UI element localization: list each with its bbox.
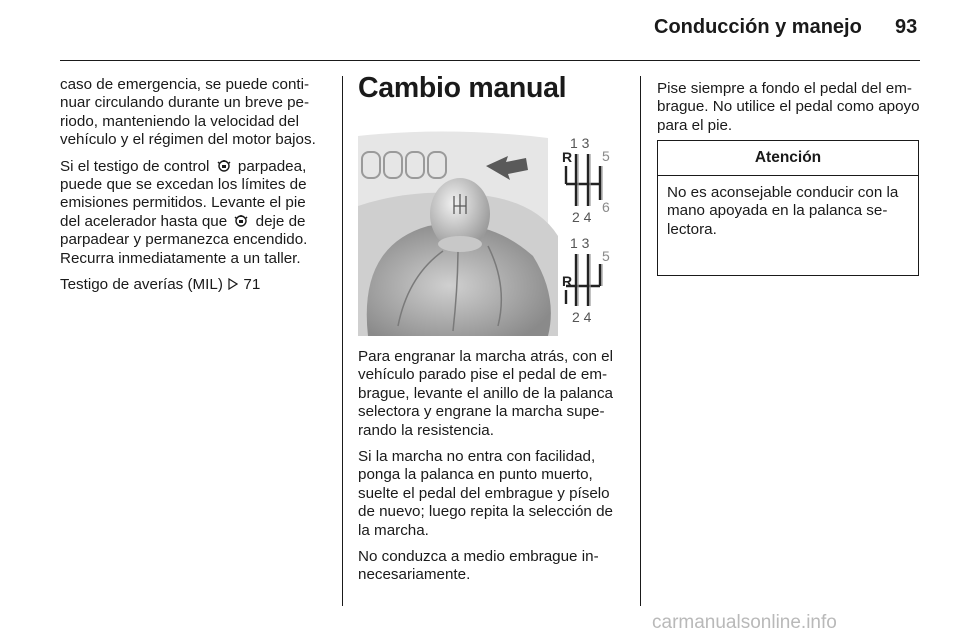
page-reference-arrow-icon [228,278,238,290]
paragraph: Si la marcha no entra con facilidad, ponga la palanca en punto muerto, suelte el pedal del embrague y píselo de nuevo; luego repita la selección de la marcha. [358,448,613,539]
svg-text:1 3: 1 3 [570,235,590,251]
paragraph: Para engranar la marcha atrás, con el vehículo parado pise el pedal de embrague, levante el anillo de la palanca selectora y engrane la marcha superando la resistencia. [358,348,613,439]
page-number: 93 [895,16,918,38]
notice-title: Atención [658,141,918,176]
notice-text: No es aconsejable conducir con la mano apoyada en la palanca selectora. [667,184,899,238]
svg-text:2 4: 2 4 [572,209,592,225]
paragraph: Si el testigo de control parpadea, puede que se excedan los límites de emisiones permitidos. Levante el pie del acelerador hasta que deje de parpadear y permanezca encendido. Recurra inmediatamente a un taller. [60,157,308,267]
svg-text:5: 5 [602,248,610,264]
engine-check-lamp-icon [233,214,249,228]
section-title: Cambio manual [358,72,567,104]
paragraph: Testigo de averías (MIL) 71 [60,276,261,294]
paragraph: Pise siempre a fondo el pedal del embrague. No utilice el pedal como apoyo para el pie. [657,80,920,134]
svg-text:1 3: 1 3 [570,135,590,151]
page-reference[interactable]: 71 [243,276,261,294]
header-divider [60,60,920,61]
engine-check-lamp-icon [216,159,232,173]
paragraph: No conduzca a medio embrague innecesariamente. [358,548,599,584]
notice-box [657,140,919,276]
column-1 [60,76,328,302]
column-divider-right [640,76,641,606]
gear-shift-illustration [358,126,622,336]
column-3 [657,80,921,143]
watermark: carmanualsonline.info [652,612,837,633]
paragraph: caso de emergencia, se puede continuar circulando durante un breve periodo, manteniendo la velocidad del vehículo y el régimen del motor bajos. [60,76,316,149]
svg-text:R: R [562,149,573,165]
svg-text:6: 6 [602,199,610,215]
column-divider-left [342,76,343,606]
column-2 [358,348,626,593]
svg-text:R: R [562,273,573,289]
svg-text:2 4: 2 4 [572,309,592,325]
page-header-title: Conducción y manejo [654,16,862,38]
svg-text:5: 5 [602,148,610,164]
